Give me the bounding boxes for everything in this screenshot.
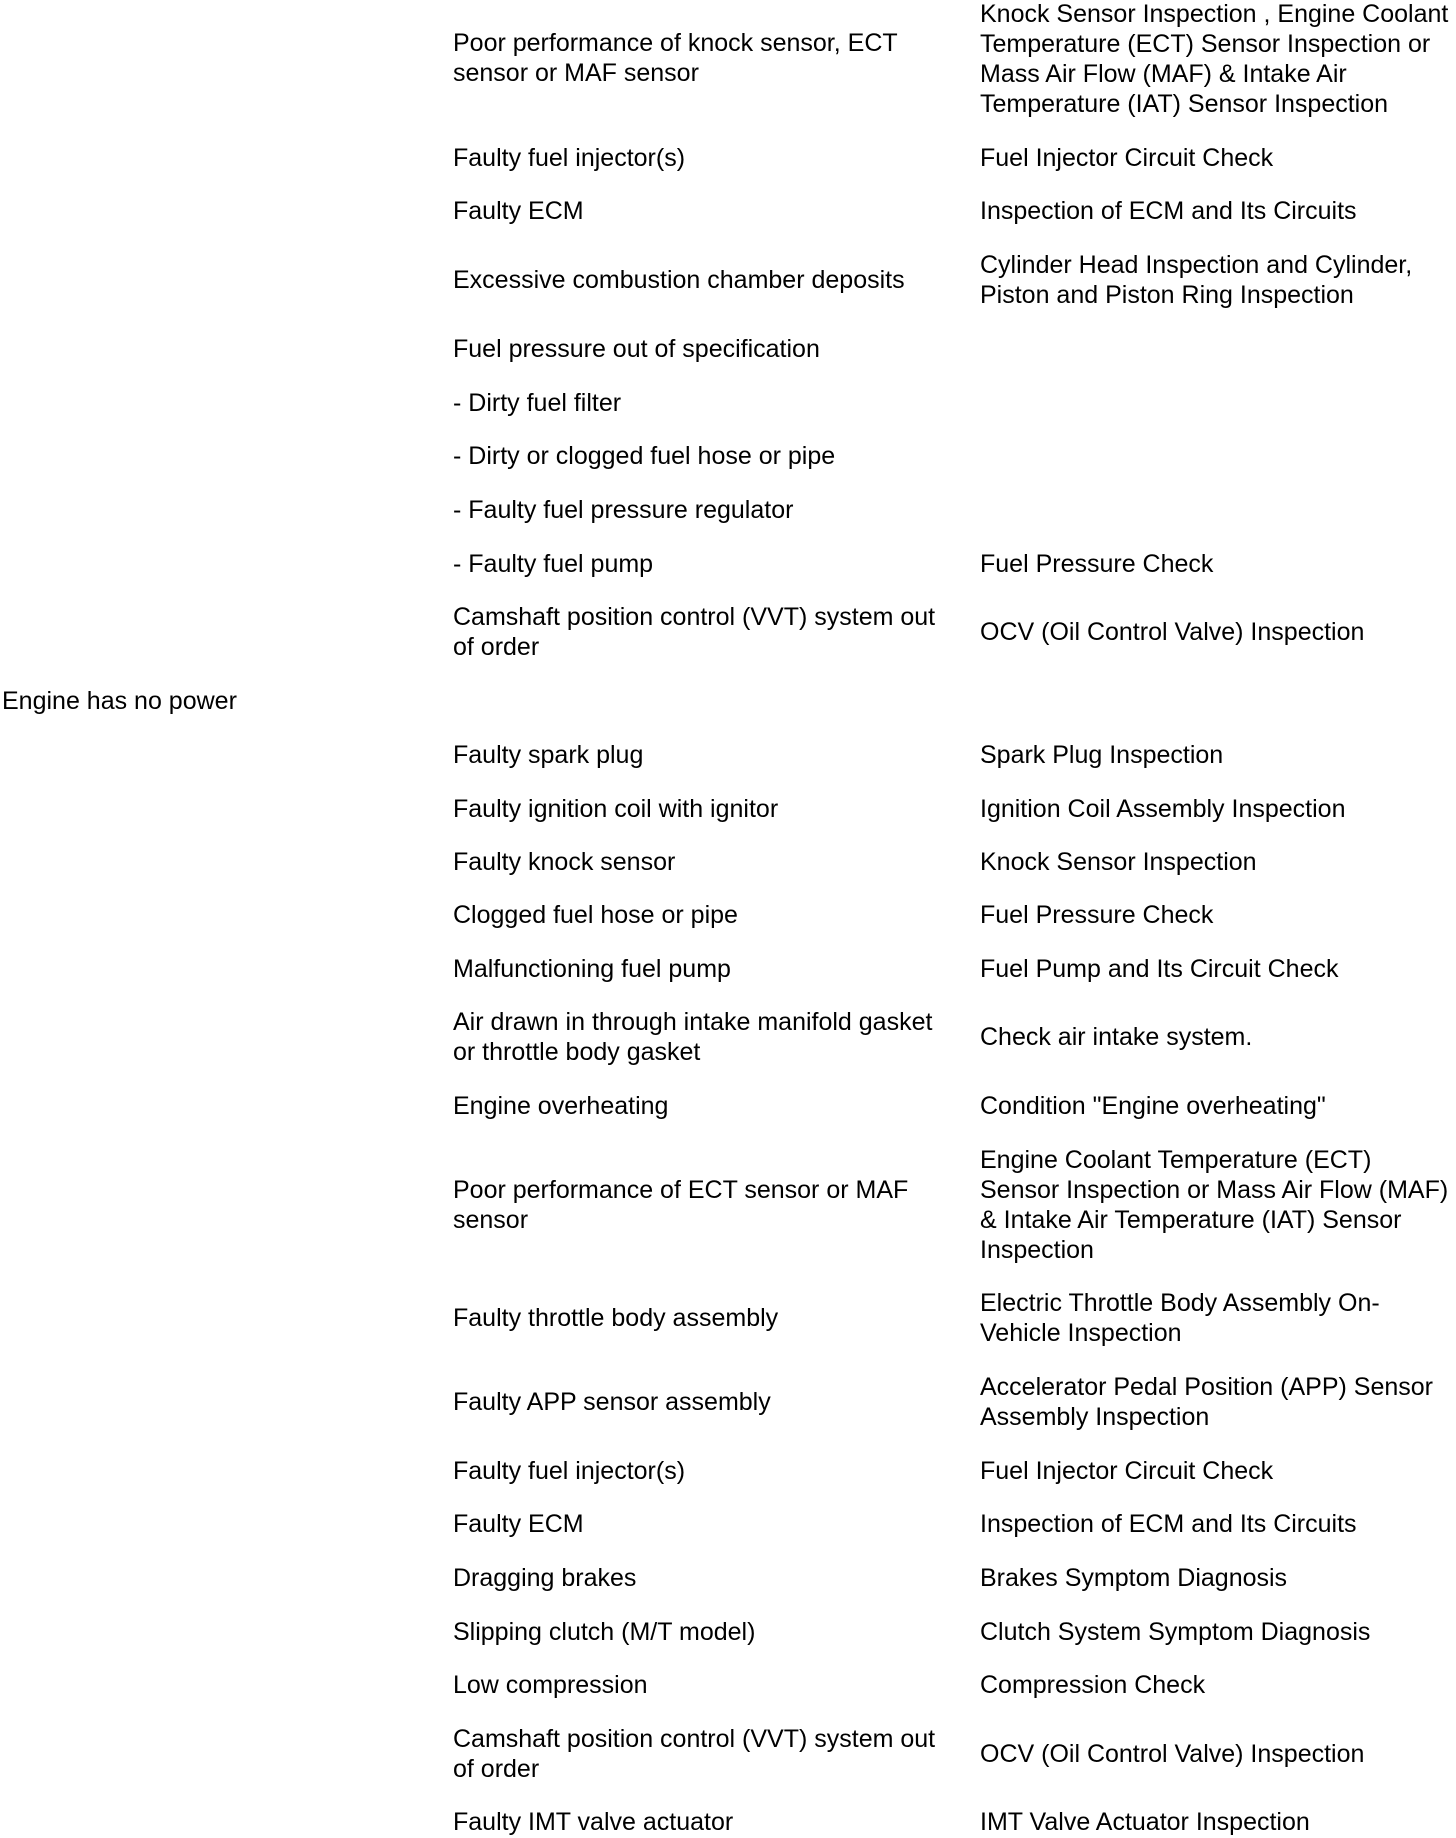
check-cell: Fuel Injector Circuit Check: [980, 1457, 1274, 1485]
check-cell: Brakes Symptom Diagnosis: [980, 1564, 1288, 1592]
check-cell: Engine Coolant Temperature (ECT) Sensor Inspection or Mass Air Flow (MAF) & Intake Air Temperature (IAT) Sensor Inspection: [980, 1146, 1449, 1264]
check-cell: Check air intake system.: [980, 1023, 1253, 1051]
cause-cell: Faulty knock sensor: [453, 848, 676, 876]
cause-cell: Air drawn in through intake manifold gasket or throttle body gasket: [453, 1008, 933, 1066]
check-cell: Compression Check: [980, 1671, 1206, 1699]
check-cell: Inspection of ECM and Its Circuits: [980, 197, 1357, 225]
cause-cell: - Dirty or clogged fuel hose or pipe: [453, 442, 836, 470]
check-cell: Ignition Coil Assembly Inspection: [980, 795, 1346, 823]
cause-cell: Faulty fuel injector(s): [453, 144, 686, 172]
cause-cell: Camshaft position control (VVT) system out of order: [453, 603, 936, 661]
cause-cell: Engine overheating: [453, 1092, 669, 1120]
check-cell: Inspection of ECM and Its Circuits: [980, 1510, 1357, 1538]
cause-cell: Poor performance of ECT sensor or MAF sensor: [453, 1176, 909, 1234]
cause-cell: Faulty spark plug: [453, 741, 644, 769]
check-cell: IMT Valve Actuator Inspection: [980, 1808, 1310, 1836]
cause-cell: Faulty throttle body assembly: [453, 1304, 779, 1332]
cause-cell: Poor performance of knock sensor, ECT sensor or MAF sensor: [453, 29, 898, 87]
cause-cell: Dragging brakes: [453, 1564, 637, 1592]
cause-cell: - Faulty fuel pump: [453, 550, 654, 578]
check-cell: Fuel Injector Circuit Check: [980, 144, 1274, 172]
cause-cell: Slipping clutch (M/T model): [453, 1618, 756, 1646]
cause-cell: Low compression: [453, 1671, 648, 1699]
cause-cell: - Dirty fuel filter: [453, 389, 622, 417]
cause-cell: - Faulty fuel pressure regulator: [453, 496, 794, 524]
check-cell: OCV (Oil Control Valve) Inspection: [980, 618, 1365, 646]
cause-cell: Faulty ECM: [453, 197, 584, 225]
check-cell: Knock Sensor Inspection: [980, 848, 1257, 876]
cause-cell: Faulty APP sensor assembly: [453, 1388, 771, 1416]
cause-cell: Faulty IMT valve actuator: [453, 1808, 734, 1836]
cause-cell: Faulty ECM: [453, 1510, 584, 1538]
check-cell: Fuel Pressure Check: [980, 901, 1214, 929]
check-cell: Spark Plug Inspection: [980, 741, 1224, 769]
check-cell: Cylinder Head Inspection and Cylinder, Piston and Piston Ring Inspection: [980, 251, 1413, 309]
cause-cell: Malfunctioning fuel pump: [453, 955, 731, 983]
check-cell: Condition "Engine overheating": [980, 1092, 1326, 1120]
check-cell: Electric Throttle Body Assembly On-Vehicle Inspection: [980, 1289, 1380, 1347]
cause-cell: Faulty ignition coil with ignitor: [453, 795, 779, 823]
cause-cell: Fuel pressure out of specification: [453, 335, 820, 363]
cause-cell: Excessive combustion chamber deposits: [453, 266, 905, 294]
check-cell: Knock Sensor Inspection , Engine Coolant Temperature (ECT) Sensor Inspection or Mass Air Flow (MAF) & Intake Air Temperature (IAT) Sensor Inspection: [980, 0, 1449, 118]
cause-cell: Clogged fuel hose or pipe: [453, 901, 738, 929]
check-cell: Fuel Pump and Its Circuit Check: [980, 955, 1339, 983]
cause-cell: Faulty fuel injector(s): [453, 1457, 686, 1485]
check-cell: Clutch System Symptom Diagnosis: [980, 1618, 1371, 1646]
check-cell: Accelerator Pedal Position (APP) Sensor Assembly Inspection: [980, 1373, 1433, 1431]
check-cell: Fuel Pressure Check: [980, 550, 1214, 578]
cause-cell: Camshaft position control (VVT) system out of order: [453, 1725, 936, 1783]
symptom-label: Engine has no power: [2, 687, 237, 715]
check-cell: OCV (Oil Control Valve) Inspection: [980, 1740, 1365, 1768]
